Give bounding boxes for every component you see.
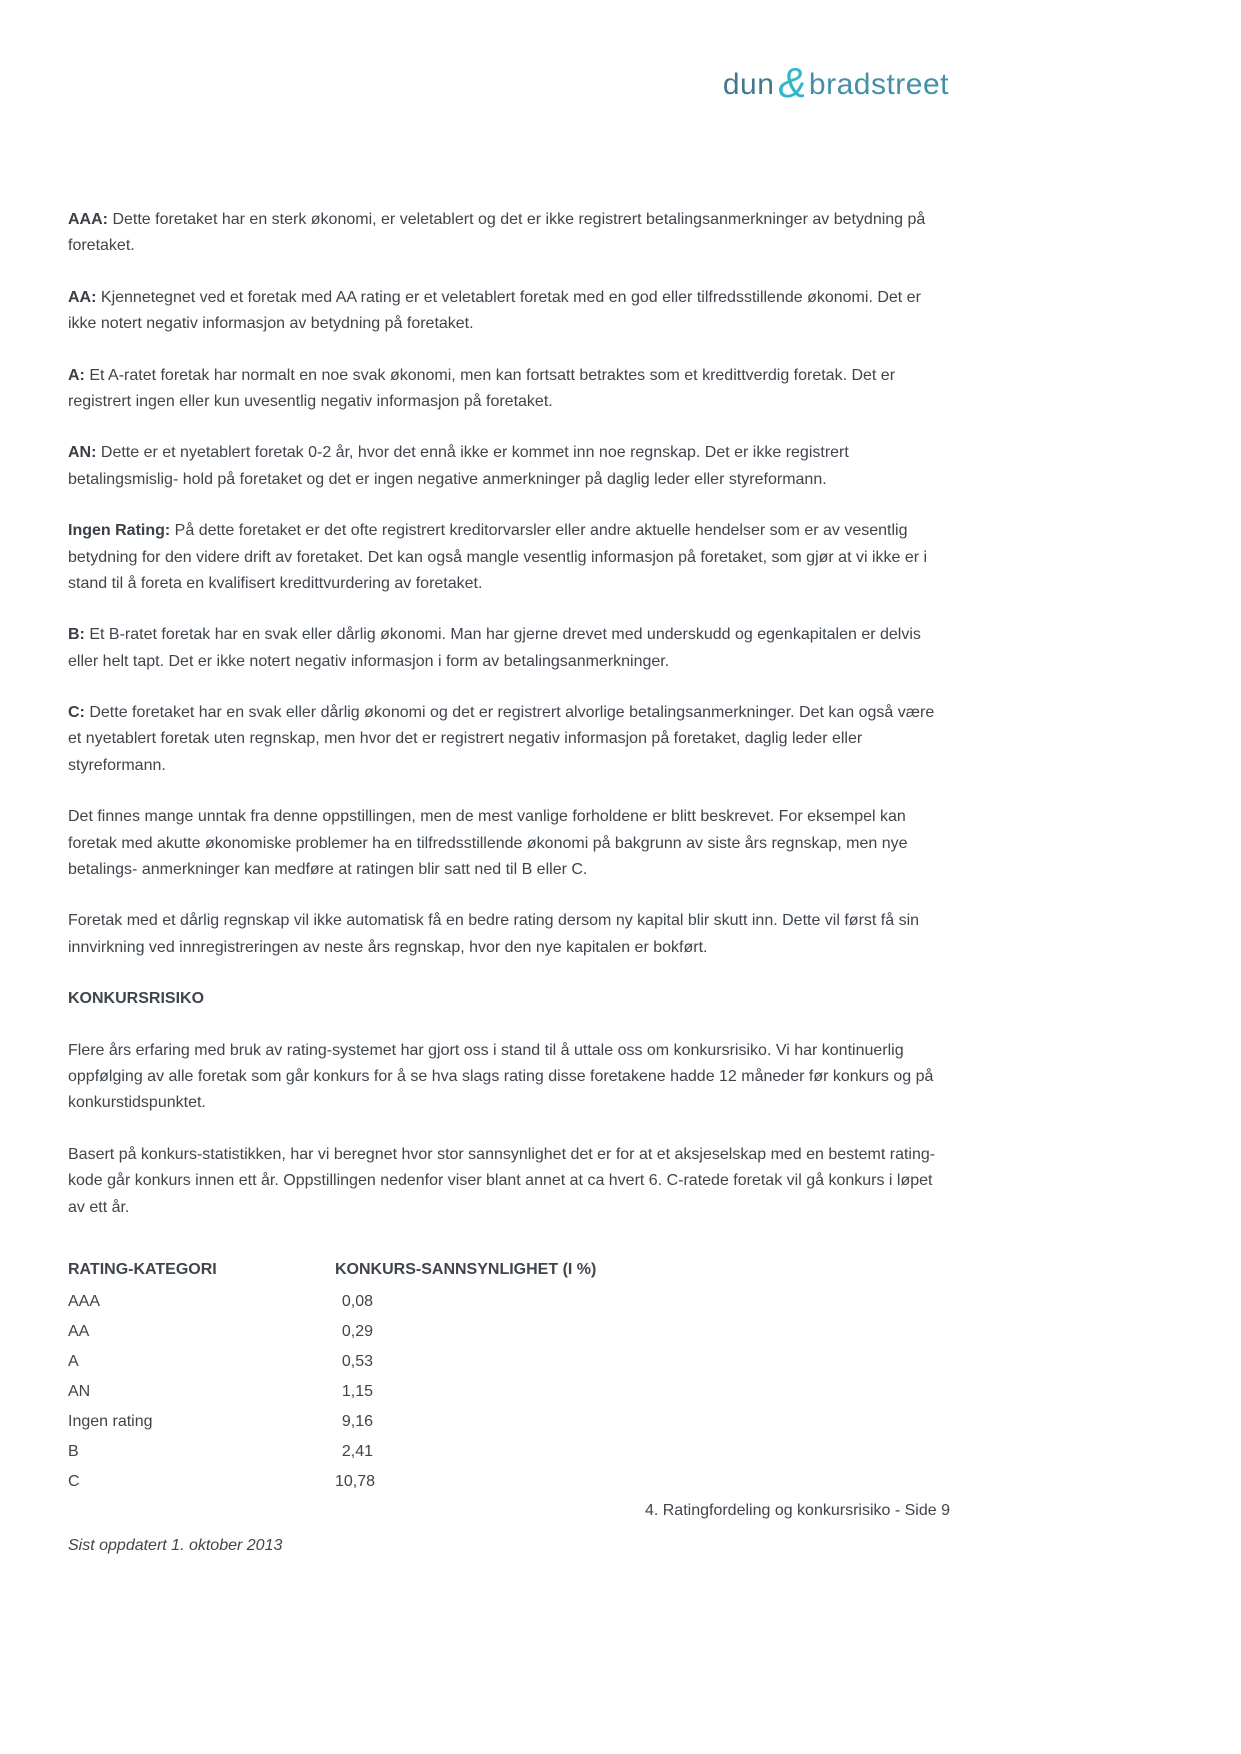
table-cell-category: Ingen rating: [68, 1413, 153, 1431]
table-row: [68, 1439, 943, 1469]
page-footer: 4. Ratingfordeling og konkursrisiko - Side 9: [644, 1502, 950, 1519]
capital-injection-paragraph: Foretak med et dårlig regnskap vil ikke automatisk få en bedre rating dersom ny kapital blir skutt inn. Dette vil først få sin innvirkning ved innregistreringen av neste års regnskap, hvor den nye kapitalen er bokført.: [68, 912, 920, 956]
rating-text: Et B-ratet foretak har en svak eller dårlig økonomi. Man har gjerne drevet med underskudd og egenkapitalen er delvis eller helt tapt. Det er ikke notert negativ informasjon i form av betalingsanmerkninger.: [68, 626, 921, 670]
rating-label: B:: [68, 626, 85, 644]
table-row: [68, 1349, 943, 1379]
rating-text: Dette foretaket har en sterk økonomi, er veletablert og det er ikke registrert betalingsanmerkninger av betydning på foretaket.: [68, 211, 926, 255]
table-cell-value: 0,08: [341, 1293, 373, 1311]
logo-dun-text: dun: [722, 68, 775, 101]
rating-label: A:: [68, 366, 85, 384]
document-body: [68, 0, 943, 1585]
konkursrisiko-paragraph-2: Basert på konkurs-statistikken, har vi beregnet hvor stor sannsynlighet det er for at et aksjeselskap med en bestemt rating-kode går konkurs innen ett år. Oppstillingen nedenfor viser blant annet at ca hvert 6. C-ratede foretak vil gå konkurs i løpet av ett år.: [68, 1145, 936, 1216]
konkurs-probability-table: [68, 1257, 943, 1499]
rating-text: Et A-ratet foretak har normalt en noe svak økonomi, men kan fortsatt betraktes som et kredittverdig foretak. Det er registrert ingen eller kun uvesentlig negativ informasjon på foretaket.: [68, 366, 896, 410]
rating-text: Dette foretaket har en svak eller dårlig økonomi og det er registrert alvorlige betalingsanmerkninger. Det kan også være et nyetablert foretak uten regnskap, men hvor det er registrert negativ informasjon på foretaket, daglig leder eller styreformann.: [68, 704, 935, 774]
table-cell-category: AA: [68, 1323, 90, 1341]
rating-paragraph-an: [68, 440, 943, 493]
table-header-row: [68, 1257, 943, 1283]
logo-bradstreet-text: bradstreet: [808, 68, 949, 101]
rating-label: Ingen Rating:: [68, 522, 171, 540]
table-header-probability: KONKURS-SANNSYNLIGHET (I %): [335, 1260, 597, 1278]
rating-paragraph-aa: [68, 285, 943, 338]
rating-label: AA:: [68, 288, 97, 306]
table-cell-value: 0,29: [341, 1323, 373, 1341]
rating-text: På dette foretaket er det ofte registrert kreditorvarsler eller andre aktuelle hendelser som er av vesentlig betydning for den videre drift av foretaket. Det kan også mangle vesentlig informasjon på foretaket, som gjør at vi ikke er i stand til å foreta en kvalifisert kredittvurdering av foretaket.: [68, 522, 928, 592]
table-cell-category: C: [68, 1473, 80, 1491]
last-updated-note: Sist oppdatert 1. oktober 2013: [68, 1537, 283, 1555]
konkursrisiko-paragraph-1: Flere års erfaring med bruk av rating-systemet har gjort oss i stand til å uttale oss om konkursrisiko. Vi har kontinuerlig oppfølging av alle foretak som går konkurs for å se hva slags rating disse foretakene hadde 12 måneder før konkurs og på konkurstidspunktet.: [68, 1041, 934, 1112]
rating-label: AAA:: [68, 211, 108, 228]
table-row: [68, 1379, 943, 1409]
rating-paragraph-ingen-rating: [68, 518, 943, 597]
table-cell-category: B: [68, 1443, 79, 1461]
rating-text: Kjennetegnet ved et foretak med AA rating er et veletablert foretak med en god eller tilfredsstillende økonomi. Det er ikke notert negativ informasjon av betydning på foretaket.: [68, 288, 921, 333]
table-row: [68, 1409, 943, 1439]
rating-text: Dette er et nyetablert foretak 0-2 år, hvor det ennå ikke er kommet inn noe regnskap. Det er ikke registrert betalingsmislig- hold på foretaket og det er ingen negative anmerkninger på daglig leder eller styreformann.: [68, 444, 849, 488]
exceptions-paragraph: Det finnes mange unntak fra denne oppstillingen, men de mest vanlige forholdene er blitt beskrevet. For eksempel kan foretak med akutte økonomiske problemer ha en tilfredsstillende økonomi på bakgrunn av siste års regnskap, men nye betalings- anmerkninger kan medføre at ratingen blir satt ned til B eller C.: [68, 808, 908, 879]
table-row: [68, 1319, 943, 1349]
rating-paragraph-a: [68, 363, 943, 416]
dun-bradstreet-logo: dun & bradstreet: [722, 59, 949, 106]
rating-paragraph-b: [68, 622, 943, 675]
table-cell-value: 0,53: [341, 1353, 373, 1371]
table-cell-value: 1,15: [341, 1383, 373, 1401]
table-cell-category: AN: [68, 1383, 91, 1401]
rating-label: AN:: [68, 444, 97, 462]
konkursrisiko-heading: KONKURSRISIKO: [68, 990, 205, 1008]
table-cell-category: AAA: [68, 1293, 101, 1311]
table-header-category: RATING-KATEGORI: [68, 1260, 217, 1278]
table-row: [68, 1469, 943, 1499]
table-row: [68, 1289, 943, 1319]
table-cell-value: 9,16: [341, 1413, 373, 1431]
rating-paragraph-aaa: [68, 207, 943, 260]
rating-label: C:: [68, 704, 85, 722]
rating-paragraph-c: [68, 700, 943, 779]
table-cell-value: 2,41: [341, 1443, 373, 1461]
table-cell-category: A: [68, 1353, 79, 1371]
table-cell-value: 10,78: [335, 1473, 376, 1491]
